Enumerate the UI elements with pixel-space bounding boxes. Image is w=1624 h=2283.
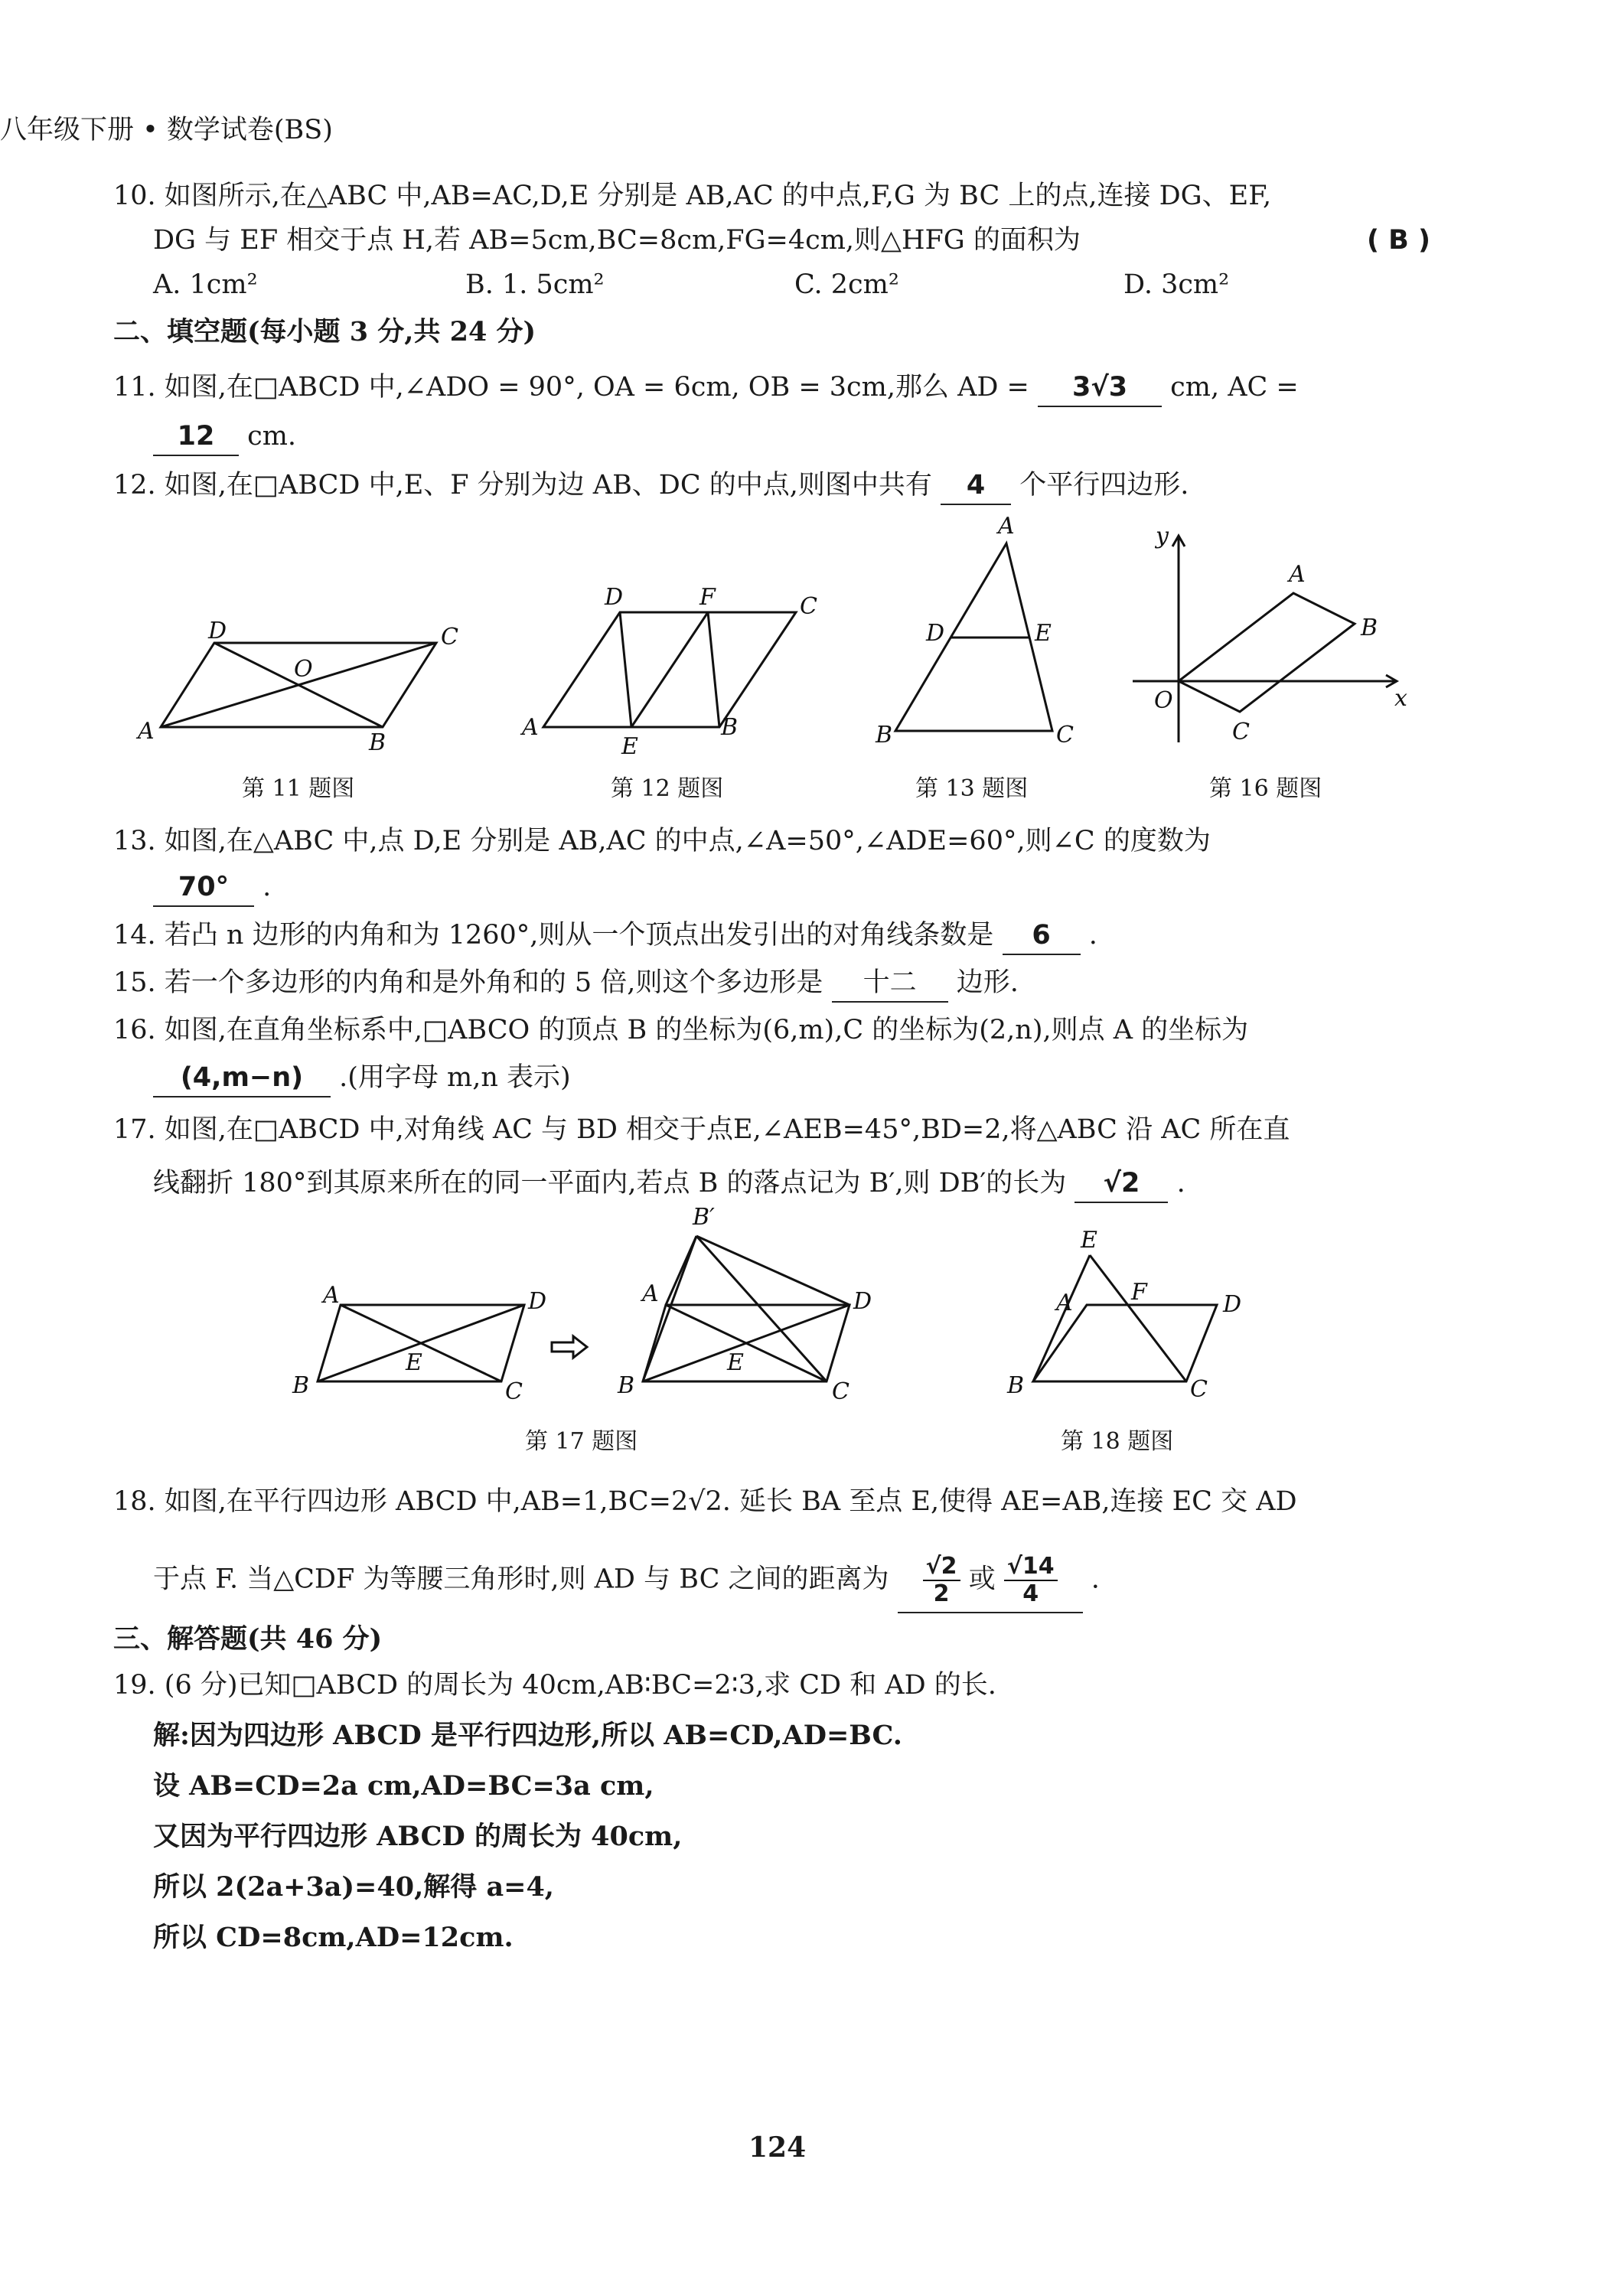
fig17a-label-a: A xyxy=(323,1282,340,1309)
fig18-label-c: C xyxy=(1190,1376,1208,1403)
section-answer: 三、解答题(共 46 分) xyxy=(113,1623,383,1655)
q14-line xyxy=(113,917,1097,955)
q13-line1: 13. 如图,在△ABC 中,点 D,E 分别是 AB,AC 的中点,∠A=50°,∠ADE=60°,则∠C 的度数为 xyxy=(113,826,1211,856)
fig18-parallelogram xyxy=(1033,1305,1217,1381)
fig17a-label-e: E xyxy=(406,1349,422,1376)
fig17b-diagonal-bd xyxy=(643,1305,850,1381)
q10-option-a: A. 1cm² xyxy=(153,269,258,300)
q18-line1: 18. 如图,在平行四边形 ABCD 中,AB=1,BC=2√2. 延长 BA 至点 E,使得 AE=AB,连接 EC 交 AD xyxy=(113,1486,1297,1517)
fig12-segment-bf xyxy=(708,612,719,727)
page-header: 八年级下册 • 数学试卷(BS) xyxy=(0,115,333,145)
q12-pre: 12. 如图,在□ABCD 中,E、F 分别为边 AB、DC 的中点,则图中共有 xyxy=(113,470,932,501)
fig17b-segment-b1b xyxy=(643,1236,696,1381)
q18-pre: 于点 F. 当△CDF 为等腰三角形时,则 AD 与 BC 之间的距离为 xyxy=(153,1564,889,1595)
fig18-segment-ec xyxy=(1090,1255,1186,1381)
q14-answer: 6 xyxy=(1003,917,1081,955)
q11-answer-ac: 12 xyxy=(153,418,239,456)
q13-line2 xyxy=(153,869,271,907)
fig18-segment-be xyxy=(1033,1255,1090,1381)
q18-answer xyxy=(898,1554,1083,1613)
q19-solution-2: 设 AB=CD=2a cm,AD=BC=3a cm, xyxy=(153,1770,654,1802)
fig17a-label-d: D xyxy=(528,1288,547,1315)
q18-frac-a-den: 2 xyxy=(933,1580,950,1607)
fig16-label-c: C xyxy=(1232,719,1250,745)
fig13-label-c: C xyxy=(1056,722,1074,748)
fig16-parallelogram xyxy=(1179,593,1355,712)
q15-answer: 十二 xyxy=(832,964,948,1003)
fig13-label-d: D xyxy=(926,620,945,647)
fig17b-label-b: B xyxy=(618,1372,635,1399)
fig17b-label-a: A xyxy=(642,1280,659,1307)
q11-post: cm. xyxy=(247,421,297,452)
fig16-label-y: y xyxy=(1156,523,1169,550)
q18-frac-b-num: √14 xyxy=(1004,1554,1058,1581)
caption-fig18: 第 18 题图 xyxy=(1061,1428,1174,1455)
figure-12 xyxy=(513,582,834,758)
fig13-label-e: E xyxy=(1035,620,1052,647)
q11-line xyxy=(113,369,1299,407)
q18-or: 或 xyxy=(968,1564,996,1595)
q10-answer: ( B ) xyxy=(1367,225,1431,256)
q12-line xyxy=(113,467,1189,505)
caption-fig11: 第 11 题图 xyxy=(242,775,355,802)
figure-13 xyxy=(865,509,1094,754)
q16-line1: 16. 如图,在直角坐标系中,□ABCO 的顶点 B 的坐标为(6,m),C 的坐标为(2,n),则点 A 的坐标为 xyxy=(113,1015,1249,1045)
fig17b-segment-b1c xyxy=(696,1236,827,1381)
fig17b-segment-b1d xyxy=(696,1236,850,1305)
q17-line2 xyxy=(153,1165,1185,1203)
q14-pre: 14. 若凸 n 边形的内角和为 1260°,则从一个顶点出发引出的对角线条数是 xyxy=(113,920,994,951)
fig12-label-e: E xyxy=(621,733,638,760)
caption-fig16: 第 16 题图 xyxy=(1209,775,1322,802)
fig18-label-d: D xyxy=(1223,1291,1242,1318)
q17-line1: 17. 如图,在□ABCD 中,对角线 AC 与 BD 相交于点E,∠AEB=45°,BD=2,将△ABC 沿 AC 所在直 xyxy=(113,1114,1290,1145)
q19-solution-3: 又因为平行四边形 ABCD 的周长为 40cm, xyxy=(153,1821,683,1852)
fig17b-label-e: E xyxy=(727,1349,744,1376)
fig11-label-b: B xyxy=(369,729,386,756)
fig18-label-f: F xyxy=(1131,1279,1147,1306)
fig11-label-d: D xyxy=(208,618,227,644)
transform-arrow-icon xyxy=(547,1332,593,1362)
q18-fraction-a xyxy=(923,1554,960,1607)
q10-option-b: B. 1. 5cm² xyxy=(465,269,605,300)
q17-pre: 线翻折 180°到其原来所在的同一平面内,若点 B 的落点记为 B′,则 DB′的长为 xyxy=(153,1168,1067,1199)
q17-answer: √2 xyxy=(1075,1165,1168,1203)
fig12-segment-ef xyxy=(631,612,708,727)
figure-18 xyxy=(980,1225,1270,1408)
fig11-label-a: A xyxy=(138,718,155,745)
fig17a-label-c: C xyxy=(505,1378,523,1405)
q15-post: 边形. xyxy=(956,967,1019,998)
fig12-label-c: C xyxy=(800,593,817,620)
q10-line1: 10. 如图所示,在△ABC 中,AB=AC,D,E 分别是 AB,AC 的中点,F,G 为 BC 上的点,连接 DG、EF, xyxy=(113,181,1272,211)
fig18-label-a: A xyxy=(1056,1290,1073,1316)
q18-frac-b-den: 4 xyxy=(1022,1580,1039,1607)
figure-16 xyxy=(1125,520,1431,758)
q19-solution-1: 解:因为四边形 ABCD 是平行四边形,所以 AB=CD,AD=BC. xyxy=(153,1720,902,1751)
fig12-label-a: A xyxy=(522,714,539,741)
fig16-label-a: A xyxy=(1289,561,1306,588)
fig11-label-o: O xyxy=(294,656,313,683)
q11-mid: cm, AC = xyxy=(1170,372,1299,403)
fig12-segment-ed xyxy=(620,612,631,727)
q12-post: 个平行四边形. xyxy=(1019,470,1189,501)
fig12-label-b: B xyxy=(721,714,739,741)
q19-solution-4: 所以 2(2a+3a)=40,解得 a=4, xyxy=(153,1871,554,1903)
q19-solution-5: 所以 CD=8cm,AD=12cm. xyxy=(153,1922,514,1953)
fig16-label-x: x xyxy=(1394,685,1407,712)
figure-17-original xyxy=(283,1270,547,1408)
figure-11 xyxy=(130,612,474,758)
q14-post: . xyxy=(1088,920,1097,951)
q18-post: . xyxy=(1091,1564,1100,1595)
fig13-label-a: A xyxy=(998,513,1015,540)
q15-line xyxy=(113,964,1019,1003)
fig13-label-b: B xyxy=(876,722,893,748)
q19-line1: 19. (6 分)已知□ABCD 的周长为 40cm,AB∶BC=2∶3,求 CD 和 AD 的长. xyxy=(113,1670,996,1701)
q12-answer: 4 xyxy=(941,467,1011,505)
fig17b-label-d: D xyxy=(853,1288,872,1315)
q18-fraction-b xyxy=(1004,1554,1058,1607)
fig18-label-e: E xyxy=(1081,1227,1097,1254)
q17-post: . xyxy=(1176,1168,1185,1199)
page-number: 124 xyxy=(748,2131,807,2164)
q11-answer-ad: 3√3 xyxy=(1038,369,1162,407)
q16-line2 xyxy=(153,1059,571,1097)
q11-line2 xyxy=(153,418,296,456)
q16-answer: (4,m−n) xyxy=(153,1059,331,1097)
q10-option-c: C. 2cm² xyxy=(794,269,899,300)
caption-fig17: 第 17 题图 xyxy=(525,1428,638,1455)
fig12-label-f: F xyxy=(699,584,716,611)
fig18-label-b: B xyxy=(1007,1372,1025,1399)
q10-option-d: D. 3cm² xyxy=(1123,269,1230,300)
fig17b-label-b-prime: B′ xyxy=(693,1204,715,1231)
q10-line2: DG 与 EF 相交于点 H,若 AB=5cm,BC=8cm,FG=4cm,则△HFG 的面积为 xyxy=(153,225,1081,256)
caption-fig12: 第 12 题图 xyxy=(611,775,724,802)
q18-line2 xyxy=(153,1554,1100,1613)
fig17b-label-c: C xyxy=(832,1378,850,1405)
q11-pre: 11. 如图,在□ABCD 中,∠ADO = 90°, OA = 6cm, OB = 3cm,那么 AD = xyxy=(113,372,1029,403)
fig11-label-c: C xyxy=(441,624,458,651)
section-fill-in: 二、填空题(每小题 3 分,共 24 分) xyxy=(113,316,536,347)
q18-frac-a-num: √2 xyxy=(923,1554,960,1581)
fig17a-label-b: B xyxy=(292,1372,310,1399)
fig12-label-d: D xyxy=(605,584,624,611)
q15-pre: 15. 若一个多边形的内角和是外角和的 5 倍,则这个多边形是 xyxy=(113,967,823,998)
fig16-label-b: B xyxy=(1361,615,1378,641)
figure-17-folded xyxy=(608,1204,884,1408)
q13-answer: 70° xyxy=(153,869,254,907)
q16-post: .(用字母 m,n 表示) xyxy=(339,1062,571,1093)
transform-arrow-shape xyxy=(552,1336,587,1358)
q13-post: . xyxy=(263,872,272,902)
caption-fig13: 第 13 题图 xyxy=(915,775,1029,802)
fig16-label-o: O xyxy=(1154,687,1173,714)
